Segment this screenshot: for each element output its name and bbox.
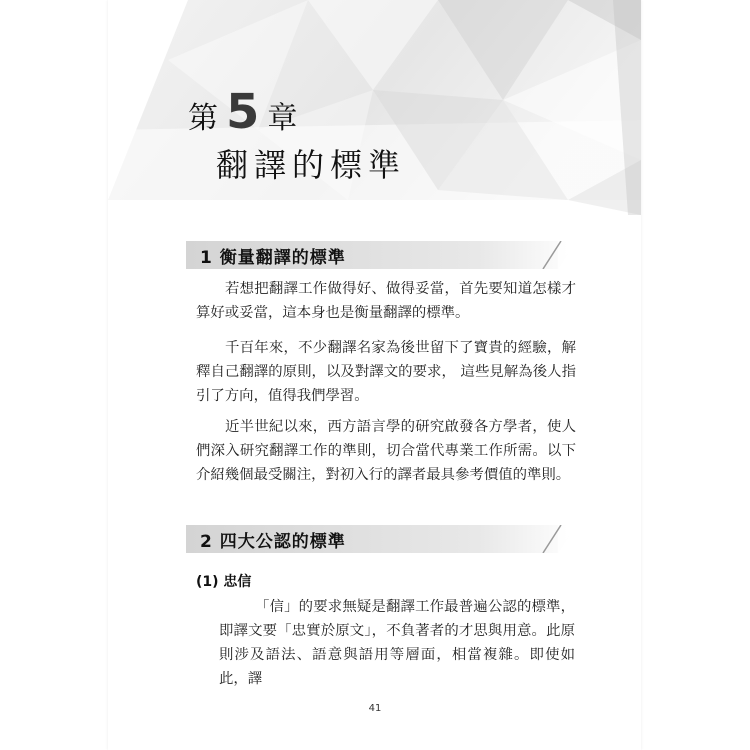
paragraph: 若想把翻譯工作做得好、做得妥當，首先要知道怎樣才算好或妥當，這本身也是衡量翻譯的標準。 xyxy=(196,281,576,321)
section-heading-bar xyxy=(186,241,576,269)
chapter-number: 5 xyxy=(226,84,260,140)
paragraph: 「信」的要求無疑是翻譯工作最普遍公認的標準，即譯文要「忠實於原文」，不負著者的才思與用意。此原則涉及語法、語意與語用等層面，相當複雜。即使如此，譯 xyxy=(219,599,575,687)
section-heading: 2 四大公認的標準 xyxy=(200,532,346,552)
chapter-heading xyxy=(188,84,298,140)
section-heading-bar xyxy=(186,525,576,553)
paragraph: 千百年來，不少翻譯名家為後世留下了寶貴的經驗，解釋自己翻譯的原則，以及對譯文的要求， 這些見解為後人指引了方向，值得我們學習。 xyxy=(196,340,576,404)
page-number: 41 xyxy=(368,703,382,714)
paragraph: 近半世紀以來，西方語言學的研究啟發各方學者，使人們深入研究翻譯工作的準則，切合當代專業工作所需。以下介紹幾個最受關注，對初入行的譯者最具參考價值的準則。 xyxy=(196,419,576,483)
section-heading: 1 衡量翻譯的標準 xyxy=(200,248,346,268)
chapter-prefix: 第 xyxy=(188,101,218,136)
chapter-suffix: 章 xyxy=(267,101,298,136)
chapter-title: 翻譯的標準 xyxy=(216,146,407,184)
subsection-heading: (1) 忠信 xyxy=(196,574,252,590)
